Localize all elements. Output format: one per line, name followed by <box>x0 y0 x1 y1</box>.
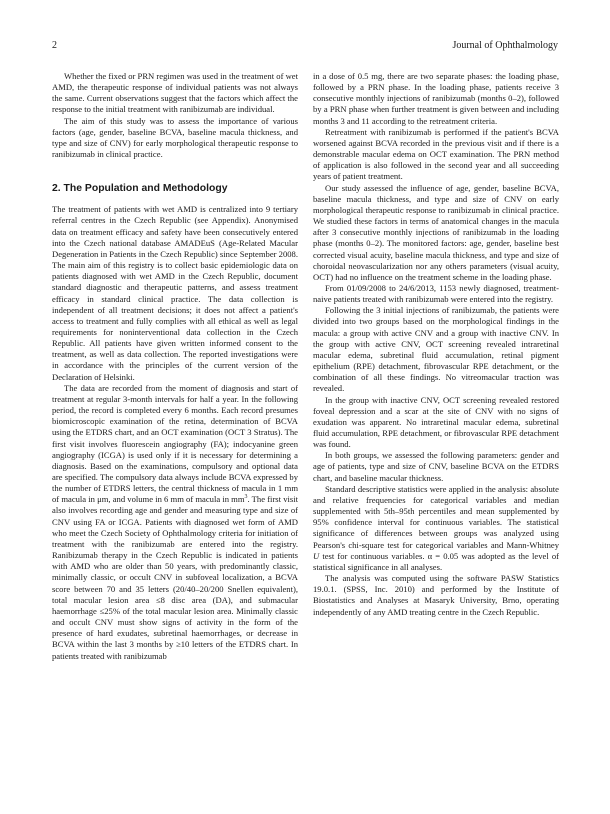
groups-paragraph: Following the 3 initial injections of ranibizumab, the patients were divided into two groups based on the morphological findings in the macula: a group with active CNV and a group with inactive CNV. In the group with active CNV, OCT screening revealed intraretinal macular edema, subretinal fluid accumulation, retinal pigment epithelium (RPE) detachment, fibrovascular RPE detachment, or the combination of all these findings. No vitreomacular traction was revealed. <box>313 305 559 394</box>
enrollment-paragraph: From 01/09/2008 to 24/6/2013, 1153 newly diagnosed, treatment-naive patients treated with ranibizumab were entered into the registry. <box>313 282 559 305</box>
retreatment-paragraph: Retreatment with ranibizumab is performed if the patient's BCVA worsened against BCVA recorded in the previous visit and if there is a demonstrable macular edema on OCT examination. The PRN method of application is also followed in the second year and all succeeding years of patient treatment. <box>313 126 559 182</box>
methods-paragraph-1: The treatment of patients with wet AMD is centralized into 9 tertiary referral centres in the Czech Republic (see Appendix). Anonymised data on treatment efficacy and safety have been consecutively entered into the Czech national database AMADEuS (Age-Related Macular Degeneration in Patients in the Czech Republic) since September 2008. The main aim of this registry is to collect basic epidemiologic data on patients diagnosed with wet AMD in the Czech Republic, document standard diagnostic and therapeutic patterns, and assess treatment efficacy in standard clinical practice. The data collection is independent of all treatment decisions; it does not affect a patient's access to treatment and fully complies with all ethical as well as legal requirements for noninterventional data collection in the Czech Republic. All patients have given written informed consent to the treatment, as well as data collection. The reported investigations were in accordance with the principles of the current version of the Declaration of Helsinki. <box>52 204 298 382</box>
section-heading: 2. The Population and Methodology <box>52 183 228 195</box>
dosing-paragraph: in a dose of 0.5 mg, there are two separate phases: the loading phase, followed by a PRN phase. In the loading phase, patients receive 3 consecutive monthly injections of ranibizumab (months 0–2), followed by a PRN phase when further treatment is given between and including months 3 and 11 according to the retreatment criteria. <box>313 71 559 126</box>
methods-paragraph-2-part-1: The data are recorded from the moment of diagnosis and start of treatment at regular 3-month intervals for half a year. In the following period, the record is completed every 6 months. Each record presumes biomicroscopic examination of the retina, determination of BCVA using the ETDRS chart, and an OCT examination (OCT 3 Stratus). The first visit involves fluorescein angiography (FA); indocyanine green angiography (ICGA) is used only if it is necessary for determining a diagnosis. Based on the examinations, compulsory and optional data are specified. The compulsory data always include BCVA expressed by the number of ETDRS letters, the central thickness of macula in 1 mm of macula in μm, and volume in 6 mm of macula in mm <box>52 382 298 505</box>
statistics-paragraph <box>313 484 559 573</box>
intro-paragraph-1: Whether the fixed or PRN regimen was used in the treatment of wet AMD, the therapeutic response of individual patients was not always the same. Current observations suggest that the factors which affect the response to the initial treatment with ranibizumab are individual. <box>52 71 298 115</box>
superscript-three: 3 <box>244 494 248 501</box>
methods-paragraph-2-part-2: . The first visit also involves recording age and gender and measuring type and size of CNV using FA or ICGA. Patients with diagnosed wet form of AMD who meet the Czech Society of Ophthalmology criteria for initiation of treatment with the ranibizumab are entered into the registry. Ranibizumab therapy in the Czech Republic is indicated in patients with AMD who are older than 50 years, with predominantly classic, minimally classic, or occult CNV in subfoveal localization, a BCVA score between 70 and 35 letters (20/40–20/200 Snellen equivalent), total macular lesion area ≤8 disc area (DA), and submacular haemorrhage ≤25% of the total macular lesion area. Minimally classic and occult CNV must show signs of activity in the form of the presence of hard exudates, subretinal haemorrhages, or decrease in BCVA within the last 3 months by ≥10 letters of the ETDRS chart. In patients treated with ranibizumab <box>52 494 298 661</box>
statistics-paragraph-part-2: test for continuous variables. α = 0.05 was adopted as the level of statistical significance in all analyses. <box>313 550 559 572</box>
parameters-paragraph: In both groups, we assessed the following parameters: gender and age of patients, type and size of CNV, baseline BCVA on the ETDRS chart, and baseline macular thickness. <box>313 450 559 483</box>
journal-name: Journal of Ophthalmology <box>452 40 558 51</box>
methods-paragraph-2 <box>52 383 298 662</box>
inactive-group-paragraph: In the group with inactive CNV, OCT screening revealed restored foveal depression and a scar at the site of CNV with no signs of exudation was apparent. No intraretinal macular edema, subretinal fluid accumulation, RPE detachment, or fibrovascular RPE detachment was found. <box>313 394 559 450</box>
page-number: 2 <box>52 40 57 51</box>
mann-whitney-u: U <box>313 550 320 561</box>
intro-paragraph-2: The aim of this study was to assess the importance of various factors (age, gender, baseline BCVA, baseline macula thickness, and type and size of CNV) for early morphological therapeutic response to ranibizumab in clinical practice. <box>52 115 298 160</box>
right-column <box>313 71 559 618</box>
page-header <box>52 39 558 53</box>
study-paragraph: Our study assessed the influence of age, gender, baseline BCVA, baseline macula thickness, and type and size of CNV on early morphological therapeutic response to ranibizumab in clinical practice. We studied these factors in terms of anatomical changes in the macula after 3 consecutive monthly injections of ranibizumab in the loading phase (months 0–2). The monitored factors: age, gender, baseline best corrected visual acuity, baseline macula thickness, and type and size of choroidal neovascularization nor any others parameters (visual acuity, OCT) had no influence on the treatment scheme in the loading phase. <box>313 182 559 282</box>
left-column <box>52 71 298 662</box>
software-paragraph: The analysis was computed using the software PASW Statistics 19.0.1. (SPSS, Inc. 2010) and performed by the Institute of Biostatistics and Analyses at Masaryk University, Brno, operating independently of any AMD treating centre in the Czech Republic. <box>313 573 559 617</box>
statistics-paragraph-part-1: Standard descriptive statistics were applied in the analysis: absolute and relative frequencies for categorical variables and median supplemented with 5th–95th percentiles and mean supplemented by 95% confidence interval for continuous variables. The statistical significance of differences between groups was analyzed using Pearson's chi-square test for categorical variables and Mann-Whitney <box>313 483 559 550</box>
